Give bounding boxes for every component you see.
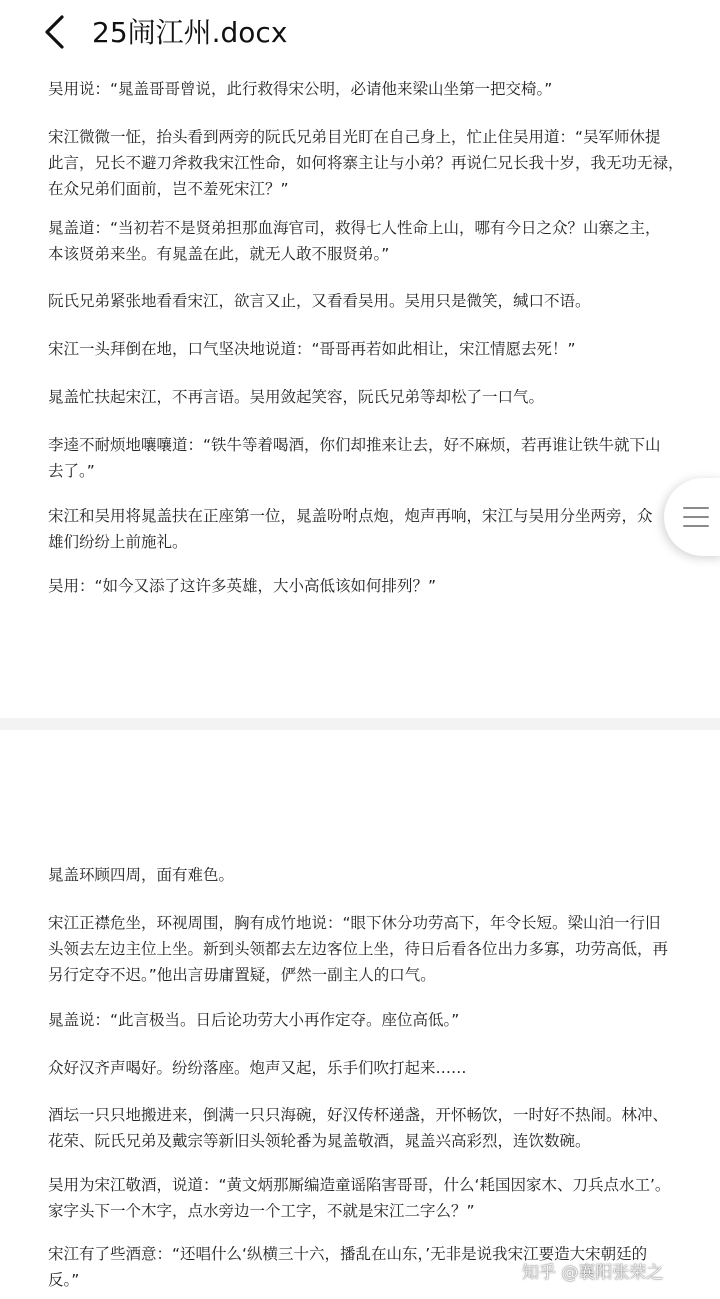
back-button[interactable]	[34, 12, 74, 52]
paragraph: 宋江微微一怔，抬头看到两旁的阮氏兄弟目光盯在自己身上，忙止住吴用道：“吴军师休提 此言，兄长不避刀斧救我宋江性命，如何将寨主让与小弟？再说仁兄长我十岁，我无功无禄， 在众兄弟们面前，岂不羞死宋江？”	[48, 128, 684, 198]
document-page-2	[0, 730, 720, 1299]
paragraph: 宋江正襟危坐，环视周围，胸有成竹地说：“眼下休分功劳高下，年令长短。梁山泊一行旧 头领去左边主位上坐。新到头领都去左边客位上坐，待日后看各位出力多寡，功劳高低，再 另行定夺不迟。”他出言毋庸置疑，俨然一副主人的口气。	[48, 914, 669, 984]
paragraph: 晁盖忙扶起宋江，不再言语。吴用敛起笑容，阮氏兄弟等却松了一口气。	[48, 388, 545, 406]
paragraph: 晁盖环顾四周，面有难色。	[48, 866, 235, 884]
paragraph: 李逵不耐烦地嚷嚷道：“铁牛等着喝酒，你们却推来让去，好不麻烦，若再谁让铁牛就下山 去了。”	[48, 436, 661, 480]
paragraph: 吴用为宋江敬酒，说道：“黄文炳那厮编造童谣陷害哥哥，什么‘耗国因家木、刀兵点水工’。 家字头下一个木字，点水旁边一个工字，不就是宋江二字么？”	[48, 1176, 671, 1220]
paragraph: 晁盖道：“当初若不是贤弟担那血海官司，救得七人性命上山，哪有今日之众？山寨之主， 本该贤弟来坐。有晁盖在此，就无人敢不服贤弟。”	[48, 219, 661, 263]
document-page-1	[0, 68, 720, 718]
paragraph: 宋江和吴用将晁盖扶在正座第一位，晁盖吩咐点炮，炮声再响，宋江与吴用分坐两旁，众 雄们纷纷上前施礼。	[48, 507, 653, 551]
chevron-left-icon	[42, 14, 66, 50]
paragraph: 众好汉齐声喝好。纷纷落座。炮声又起，乐手们吹打起来……	[48, 1059, 467, 1077]
paragraph: 宋江一头拜倒在地，口气坚决地说道：“哥哥再若如此相让，宋江情愿去死！”	[48, 340, 576, 358]
document-title: 25闹江州.docx	[92, 16, 288, 49]
top-bar	[0, 0, 720, 68]
paragraph: 吴用说：“晁盖哥哥曾说，此行救得宋公明，必请他来梁山坐第一把交椅。”	[48, 80, 553, 98]
paragraph: 晁盖说：“此言极当。日后论功劳大小再作定夺。座位高低。”	[48, 1011, 460, 1029]
paragraph: 酒坛一只只地搬进来，倒满一只只海碗，好汉传杯递盏，开怀畅饮，一时好不热闹。林冲、 花荣、阮氏兄弟及戴宗等新旧头领轮番为晁盖敬酒，晁盖兴高彩烈，连饮数碗。	[48, 1106, 669, 1150]
paragraph: 阮氏兄弟紧张地看看宋江，欲言又止，又看看吴用。吴用只是微笑，缄口不语。	[48, 292, 591, 310]
menu-icon	[683, 507, 709, 527]
paragraph: 吴用：“如今又添了这许多英雄，大小高低该如何排列？”	[48, 577, 437, 595]
paragraph: 宋江有了些酒意：“还唱什么‘纵横三十六，播乱在山东，’无非是说我宋江要造大宋朝廷的 反。”	[48, 1245, 648, 1289]
watermark: 知乎 @襄阳张荣之	[522, 1263, 664, 1283]
